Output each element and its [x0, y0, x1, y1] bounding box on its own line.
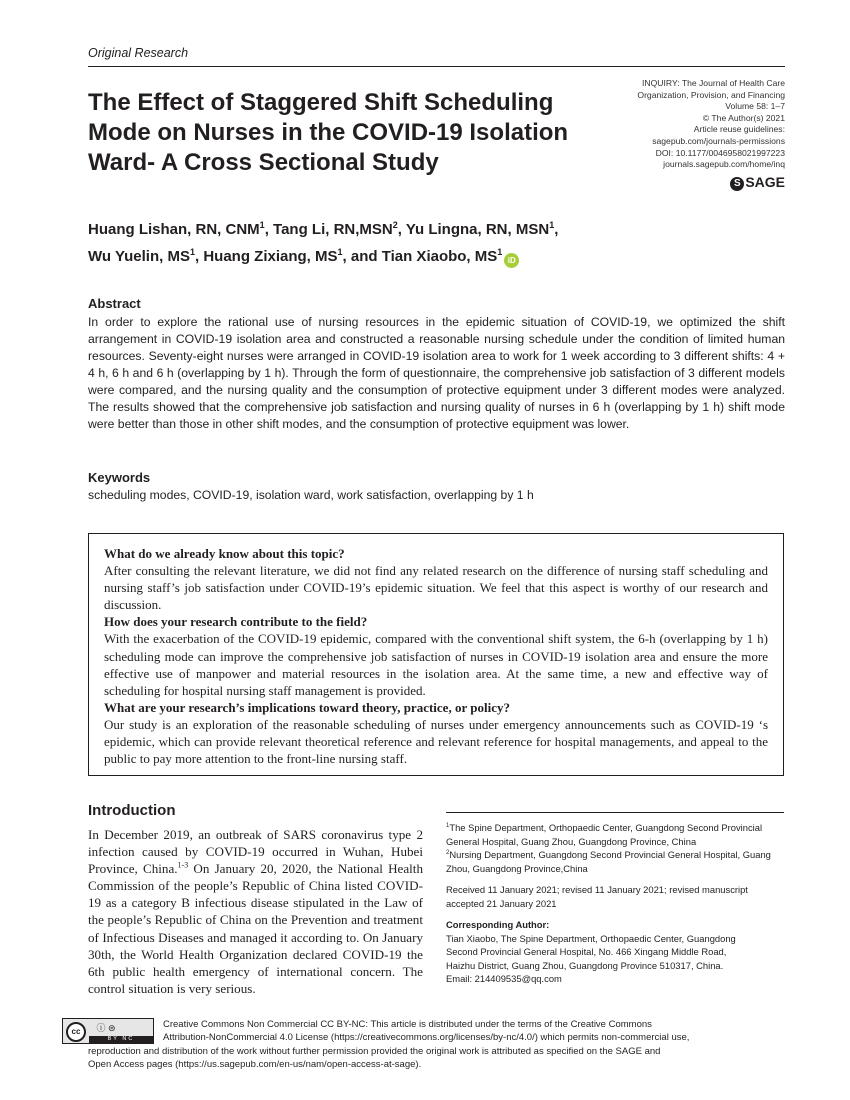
cc-icon: cc	[66, 1022, 86, 1042]
affiliation-rule	[446, 812, 784, 813]
sage-logo	[690, 174, 785, 191]
introduction-heading: Introduction	[88, 802, 176, 819]
author-affiliation: 1	[497, 247, 503, 257]
introduction-text: In December 2019, an outbreak of SARS coronavirus type 2 infection caused by COVID-19 occurred in Wuhan, Hubei Province, China.$^{1-3}$ On January 20, 2020, the National Health Commission of the people’s Republic of China listed COVID-19 as a category B infectious disease stipulated in the Law of the people’s Republic of China on the Prevention and treatment of Infectious Diseases and managed it according to. On January 30th, the World Health Organization declared COVID-19 the 6th public health emergency of international concern. The control situation is very serious.	[88, 827, 423, 996]
author-line: Wu Yuelin, $MS^1$, Huang Zixiang, $MS^1$, and Tian Xiaobo, $MS^1iD$	[88, 241, 788, 268]
abstract-text: In order to explore the rational use of nursing resources in the epidemic situation of COVID-19, we optimized the shift arrangement in COVID-19 isolation area and constructed a reasonable nursing schedule under the condition of limited human resources. Seventy-eight nurses were arranged in COVID-19 isolation area to work for 1 week according to 3 different shifts: 4 + 4 h, 6 h and 6 h (overlapping by 1 h). Through the form of questionnaire, the comprehensive job satisfaction of 3 different models were compared, and the nursing quality and the consumption of protective equipment under 3 different modes were analyzed. The results showed that the comprehensive job satisfaction and nursing quality of nurses in 6 h (overlapping by 1 h) shift mode were better than those in other shift modes, and the consumption of protective equipment was lower.	[88, 315, 785, 431]
received-dates: Received 11 January 2021; revised 11 January 2021; revised manuscript accepted 21 January 2021	[446, 884, 748, 909]
journal-line: Volume 58: 1–7	[725, 101, 785, 112]
by-nc-label: BY NC	[89, 1036, 153, 1043]
summary-question: How does your research contribute to the field?	[104, 614, 368, 630]
author-name: Wu Yuelin, MS	[88, 248, 190, 265]
license-text	[88, 1018, 785, 1072]
section-label: Original Research	[88, 46, 189, 60]
keywords-text: scheduling modes, COVID-19, isolation ward, work satisfaction, overlapping by 1 h	[88, 488, 534, 502]
author-affiliation: 2	[392, 220, 398, 230]
summary-answer: After consulting the relevant literature, we did not find any related research on the difference of nursing staff scheduling and nursing staff’s job satisfaction under COVID-19’s epidemic situation. We feel that this aspect is worthy of our research and discussion.	[104, 563, 768, 613]
corresponding-heading: Corresponding Author:	[446, 919, 550, 930]
author-affiliation: 1	[549, 220, 555, 230]
license-line: Creative Commons Non Commercial CC BY-NC: This article is distributed under the terms of the Creative Commons	[163, 1019, 652, 1030]
title-line: The Effect of Staggered Shift Scheduling	[88, 89, 554, 116]
summary-answer: With the exacerbation of the COVID-19 epidemic, compared with the conventional shift system, the 6-h (overlapping by 1 h) scheduling mode can improve the comprehensive job satisfaction of nurses in COVID-19 isolation area and ensure the more effective use of manpower and material resources in the isolation area. At the same time, a new and effective way of scheduling for hospital nursing staff management is provided.	[104, 631, 768, 698]
author-list	[88, 214, 788, 268]
author-affiliation: 1	[337, 247, 343, 257]
journal-line: sagepub.com/journals-permissions	[652, 135, 785, 146]
author-line: Huang Lishan, RN, CNM$^1$, Tang Li, RN,MSN$^2$, Yu Lingna, RN, MSN$^1$,	[88, 220, 559, 238]
journal-line: © The Author(s) 2021	[702, 112, 785, 123]
summary-question: What are your research’s implications toward theory, practice, or policy?	[104, 699, 510, 715]
journal-info	[580, 78, 785, 171]
corresponding-email[interactable]: Email: 214409535@qq.com	[446, 973, 562, 984]
summary-question: What do we already know about this topic?	[104, 546, 345, 561]
license-line: Open Access pages (https://us.sagepub.com/en-us/nam/open-access-at-sage).	[88, 1059, 422, 1071]
corresponding-line: Haizhu District, Guang Zhou, Guangdong Province 510317, China.	[446, 959, 724, 971]
header-rule	[88, 66, 785, 67]
sage-logo-text: SAGE	[745, 174, 785, 190]
summary-box-content	[104, 545, 768, 767]
sage-logo-icon: S	[730, 177, 744, 191]
author-name: Yu Lingna, RN, MSN	[405, 221, 550, 238]
orcid-icon[interactable]: iD	[504, 253, 519, 268]
journal-line: DOI: 10.1177/0046958021997223	[655, 147, 785, 158]
author-name: Tang Li, RN,MSN	[273, 221, 393, 238]
by-nc-icon: ⓘ ⊜	[96, 1023, 116, 1033]
corresponding-line: Second Provincial General Hospital, No. 466 Xingang Middle Road,	[446, 946, 727, 957]
author-name: Tian Xiaobo, MS	[381, 248, 498, 265]
author-affiliation: 1	[189, 247, 195, 257]
affiliation: $^2$Nursing Department, Guangdong Second Provincial General Hospital, Guang Zhou, Guangdong Province,China	[446, 849, 771, 874]
author-name: Huang Zixiang, MS	[203, 248, 338, 265]
journal-line: INQUIRY: The Journal of Health Care	[642, 78, 785, 88]
article-title	[88, 88, 608, 178]
affiliation: $^1$The Spine Department, Orthopaedic Center, Guangdong Second Provincial General Hospital, Guang Zhou, Guangdong Province, China	[446, 822, 763, 847]
keywords-heading: Keywords	[88, 470, 151, 485]
journal-line: Organization, Provision, and Financing	[637, 89, 785, 100]
license-line: reproduction and distribution of the work without further permission provided the original work is attributed as specified on the SAGE and	[88, 1045, 661, 1057]
abstract-heading: Abstract	[88, 296, 141, 311]
summary-answer: Our study is an exploration of the reasonable scheduling of nurses under emergency announcements such as COVID-19 ‘s epidemic, which can provide relevant theoretical reference and relevant reference for hospital managements, and appeal to the public to pay more attention to the front-line nursing staff.	[104, 716, 768, 767]
author-affiliation: 1	[259, 220, 265, 230]
journal-line: journals.sagepub.com/home/inq	[663, 159, 785, 170]
affiliations-block	[446, 821, 784, 986]
journal-line: Article reuse guidelines:	[693, 124, 785, 135]
corresponding-line: Tian Xiaobo, The Spine Department, Orthopaedic Center, Guangdong	[446, 932, 736, 944]
title-line: Mode on Nurses in the COVID-19 Isolation	[88, 119, 569, 146]
author-name: Huang Lishan, RN, CNM	[88, 221, 260, 238]
citation-ref[interactable]: 1-3	[177, 860, 189, 870]
title-line: Ward- A Cross Sectional Study	[88, 149, 439, 176]
license-line: Attribution-NonCommercial 4.0 License (https://creativecommons.org/licenses/by-nc/4.0/) which permits non-commercial use,	[163, 1032, 690, 1044]
